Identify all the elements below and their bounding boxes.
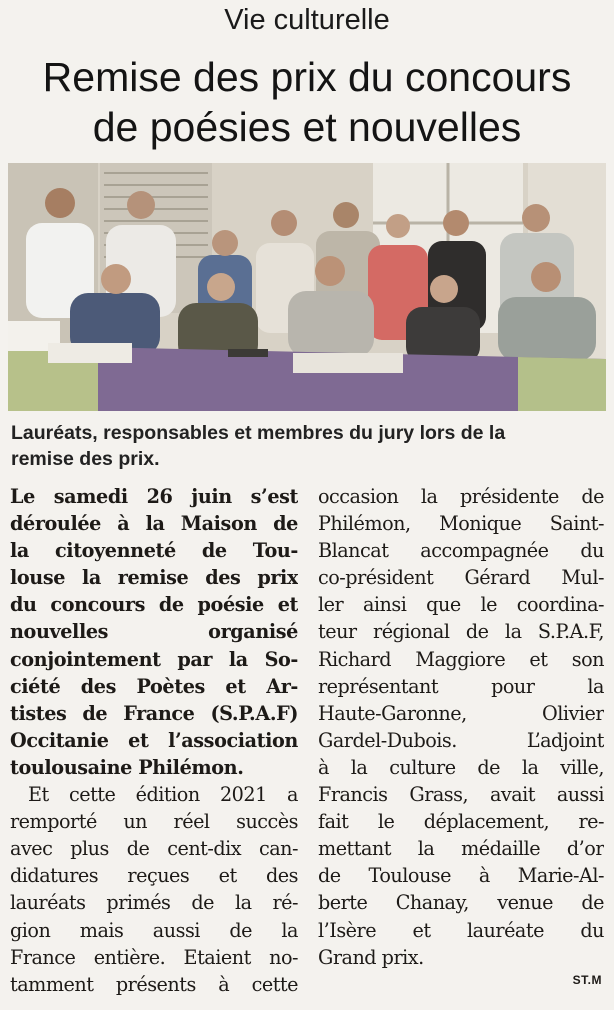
body-line: Haute-Garonne, Olivier xyxy=(318,701,604,725)
body-line: tamment présents à cette xyxy=(10,972,298,996)
caption-line-2: remise des prix. xyxy=(11,448,160,470)
body-line: représentant pour la xyxy=(318,674,604,698)
body-line: avec plus de cent-dix can- xyxy=(10,837,298,861)
lead-line: Occitanie et l’association xyxy=(10,728,298,752)
lead-line: ciété des Poètes et Ar- xyxy=(10,674,298,698)
lead-line: déroulée à la Maison de xyxy=(10,512,298,536)
body-line: Richard Maggiore et son xyxy=(318,647,604,671)
body-line: occasion la présidente de xyxy=(318,485,604,508)
lead-line: la citoyenneté de Tou- xyxy=(10,539,298,563)
body-line: ler ainsi que le coordina- xyxy=(318,593,604,617)
body-line: l’Isère et lauréate du xyxy=(318,918,604,942)
body-line: à la culture de la ville, xyxy=(318,755,604,779)
body-line: Francis Grass, avait aussi xyxy=(318,783,604,807)
lead-line: du concours de poésie et xyxy=(10,593,298,617)
article-column-right xyxy=(318,483,604,971)
body-line: lauréats primés de la ré- xyxy=(10,891,298,915)
lead-line: louse la remise des prix xyxy=(10,566,298,590)
body-line: fait le déplacement, re- xyxy=(318,810,604,834)
body-line: co-président Gérard Mul- xyxy=(318,566,604,590)
body-line: France entière. Etaient no- xyxy=(10,945,298,969)
lead-line: nouvelles organisé xyxy=(10,620,298,644)
lead-line: Le samedi 26 juin s’est xyxy=(10,485,298,508)
headline-line-2: de poésies et nouvelles xyxy=(92,104,522,150)
photo-caption xyxy=(11,420,607,472)
article-photo xyxy=(8,163,606,411)
body-line: mettant la médaille d’or xyxy=(318,837,604,861)
body-line: berte Chanay, venue de xyxy=(318,891,604,915)
article-headline xyxy=(0,52,614,152)
caption-line-1: Lauréats, responsables et membres du jury lors de la xyxy=(11,422,506,444)
body-line: teur régional de la S.P.A.F, xyxy=(318,620,604,644)
body-line: Gardel-Dubois. L’adjoint xyxy=(318,728,604,752)
author-signature: ST.M xyxy=(572,973,602,987)
article-lead xyxy=(10,483,298,781)
body-line: Grand prix. xyxy=(318,945,424,969)
body-line: Et cette édition 2021 a xyxy=(28,783,298,807)
article-column-left xyxy=(10,483,298,998)
article-body-left xyxy=(10,781,298,998)
body-line: gion mais aussi de la xyxy=(10,918,298,942)
lead-line: conjointement par la So- xyxy=(10,647,298,671)
headline-line-1: Remise des prix du concours xyxy=(42,54,572,100)
body-line: remporté un réel succès xyxy=(10,810,298,834)
lead-line: tistes de France (S.P.A.F) xyxy=(10,701,298,725)
body-line: Philémon, Monique Saint- xyxy=(318,512,604,536)
lead-line: toulousaine Philémon. xyxy=(10,755,244,779)
body-line: de Toulouse à Marie-Al- xyxy=(318,864,604,888)
body-line: didatures reçues et des xyxy=(10,864,298,888)
body-line: Blancat accompagnée du xyxy=(318,539,604,563)
section-rubric: Vie culturelle xyxy=(224,4,390,36)
